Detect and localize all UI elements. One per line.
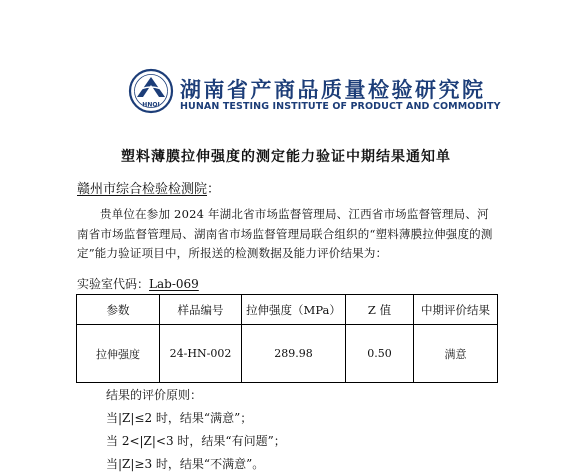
org-name-cn: 湖南省产商品质量检验研究院	[180, 78, 486, 102]
institute-logo	[128, 68, 174, 114]
recipient-line	[77, 178, 220, 197]
letterhead	[128, 68, 501, 120]
recipient-colon: ：	[207, 182, 221, 197]
criteria-rule-questionable: 当 2<|Z|<3 时，结果“有问题”；	[106, 434, 286, 448]
lab-code-label: 实验室代码：	[77, 277, 150, 291]
org-name-en: HUNAN TESTING INSTITUTE OF PRODUCT AND COMMODITY	[180, 101, 501, 112]
header-cell-sample-id: 样品编号	[160, 295, 242, 325]
cell-sample-id: 24-HN-002	[160, 325, 242, 383]
table-header-row	[77, 295, 498, 325]
criteria-rule-unsatisfactory: 当|Z|≥3 时，结果“不满意”。	[106, 457, 265, 471]
logo-text: HNQI	[142, 101, 160, 109]
cell-z-value: 0.50	[346, 325, 414, 383]
criteria-heading: 结果的评价原则：	[106, 388, 203, 402]
lab-code-value: Lab-069	[149, 277, 199, 291]
header-cell-interim-result: 中期评价结果	[414, 295, 498, 325]
cell-interim-result: 满意	[414, 325, 498, 383]
cell-parameter: 拉伸强度	[77, 325, 160, 383]
document-title: 塑料薄膜拉伸强度的测定能力验证中期结果通知单	[121, 149, 451, 165]
result-table	[76, 294, 498, 383]
table-row	[77, 325, 498, 383]
body-paragraph: 贵单位在参加 2024 年湖北省市场监督管理局、江西省市场监督管理局、河南省市场监督管理局、湖南省市场监督管理局联合组织的“塑料薄膜拉伸强度的测定”能力验证项目中，所报送的检测数据及能力评价结果为：	[77, 207, 493, 260]
cell-tensile-strength: 289.98	[242, 325, 346, 383]
header-cell-tensile-strength: 拉伸强度（MPa）	[242, 295, 346, 325]
evaluation-criteria	[106, 384, 286, 474]
criteria-rule-satisfactory: 当|Z|≤2 时，结果“满意”；	[106, 411, 253, 425]
header-cell-z-value: Z 值	[346, 295, 414, 325]
recipient-name: 赣州市综合检验检测院	[77, 182, 208, 197]
header-cell-parameter: 参数	[77, 295, 160, 325]
lab-code-line	[77, 275, 199, 292]
